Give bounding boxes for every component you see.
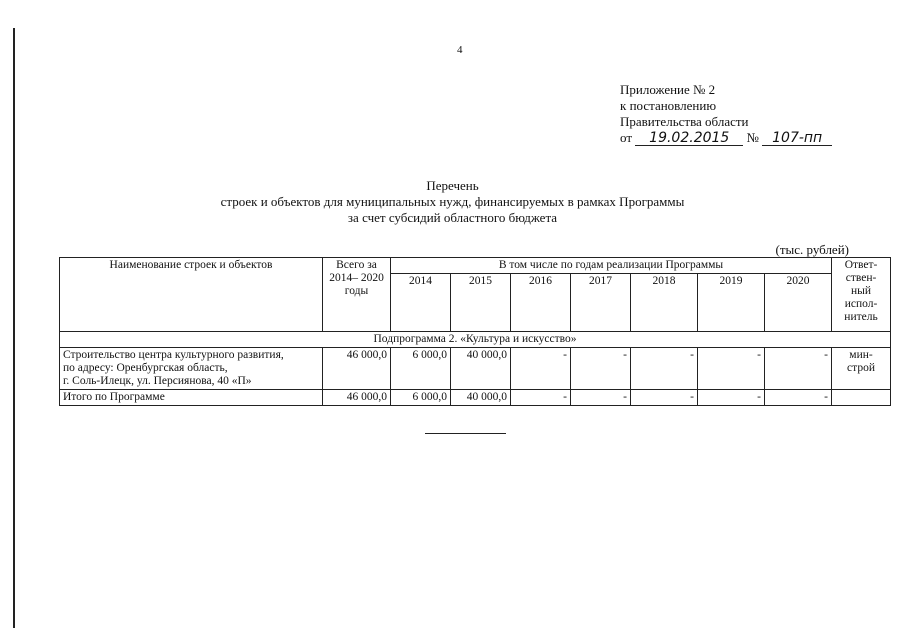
year-cell: 6 000,0 (391, 390, 451, 406)
appendix-line-3: Правительства области (620, 114, 749, 129)
date-prefix: от (620, 130, 633, 145)
header-year: 2019 (698, 274, 765, 332)
total-row-label: Итого по Программе (60, 390, 323, 406)
header-year: 2014 (391, 274, 451, 332)
units-note: (тыс. рублей) (775, 242, 849, 257)
object-name-line: Строительство центра культурного развития, (63, 349, 284, 361)
title-line-1: Перечень (426, 178, 479, 193)
handwritten-number: 107-пп (762, 131, 832, 146)
title-line-3: за счет субсидий областного бюджета (347, 210, 558, 225)
header-year: 2015 (451, 274, 511, 332)
header-year: 2020 (765, 274, 832, 332)
document-title (0, 178, 905, 226)
section-title: Подпрограмма 2. «Культура и искусство» (60, 332, 891, 348)
section-row (60, 332, 891, 348)
year-cell: - (698, 390, 765, 406)
year-cell: - (571, 348, 631, 390)
object-name-line: по адресу: Оренбургская область, (63, 362, 228, 374)
appendix-line-2: к постановлению (620, 98, 717, 113)
header-total: Всего за 2014– 2020 годы (323, 258, 391, 332)
year-cell: - (631, 390, 698, 406)
header-name: Наименование строек и объектов (60, 258, 323, 332)
year-cell: - (571, 390, 631, 406)
object-name-cell (60, 348, 323, 390)
handwritten-date: 19.02.2015 (635, 131, 743, 146)
total-cell: 46 000,0 (323, 390, 391, 406)
header-by-years: В том числе по годам реализации Программы (391, 258, 832, 274)
page-number: 4 (457, 44, 463, 56)
year-cell: - (765, 390, 832, 406)
total-cell: 46 000,0 (323, 348, 391, 390)
responsible-cell: мин- строй (832, 348, 891, 390)
table-row (60, 348, 891, 390)
scan-margin-line (13, 28, 15, 628)
appendix-line-1: Приложение № 2 (620, 82, 716, 97)
responsible-cell (832, 390, 891, 406)
year-cell: - (511, 390, 571, 406)
total-row (60, 390, 891, 406)
year-cell: - (511, 348, 571, 390)
header-responsible: Ответ- ствен- ный испол- нитель (832, 258, 891, 332)
year-cell: 6 000,0 (391, 348, 451, 390)
header-year: 2017 (571, 274, 631, 332)
year-cell: - (631, 348, 698, 390)
year-cell: 40 000,0 (451, 390, 511, 406)
header-year: 2018 (631, 274, 698, 332)
appendix-date-line (620, 130, 832, 146)
closing-rule (425, 433, 506, 434)
year-cell: 40 000,0 (451, 348, 511, 390)
appendix-block (620, 82, 832, 146)
object-name-line: г. Соль-Илецк, ул. Персиянова, 40 «П» (63, 375, 252, 387)
number-prefix: № (746, 130, 759, 145)
header-row-1 (60, 258, 891, 274)
header-year: 2016 (511, 274, 571, 332)
year-cell: - (765, 348, 832, 390)
objects-table (59, 257, 891, 406)
title-line-2: строек и объектов для муниципальных нужд, финансируемых в рамках Программы (220, 194, 685, 209)
year-cell: - (698, 348, 765, 390)
